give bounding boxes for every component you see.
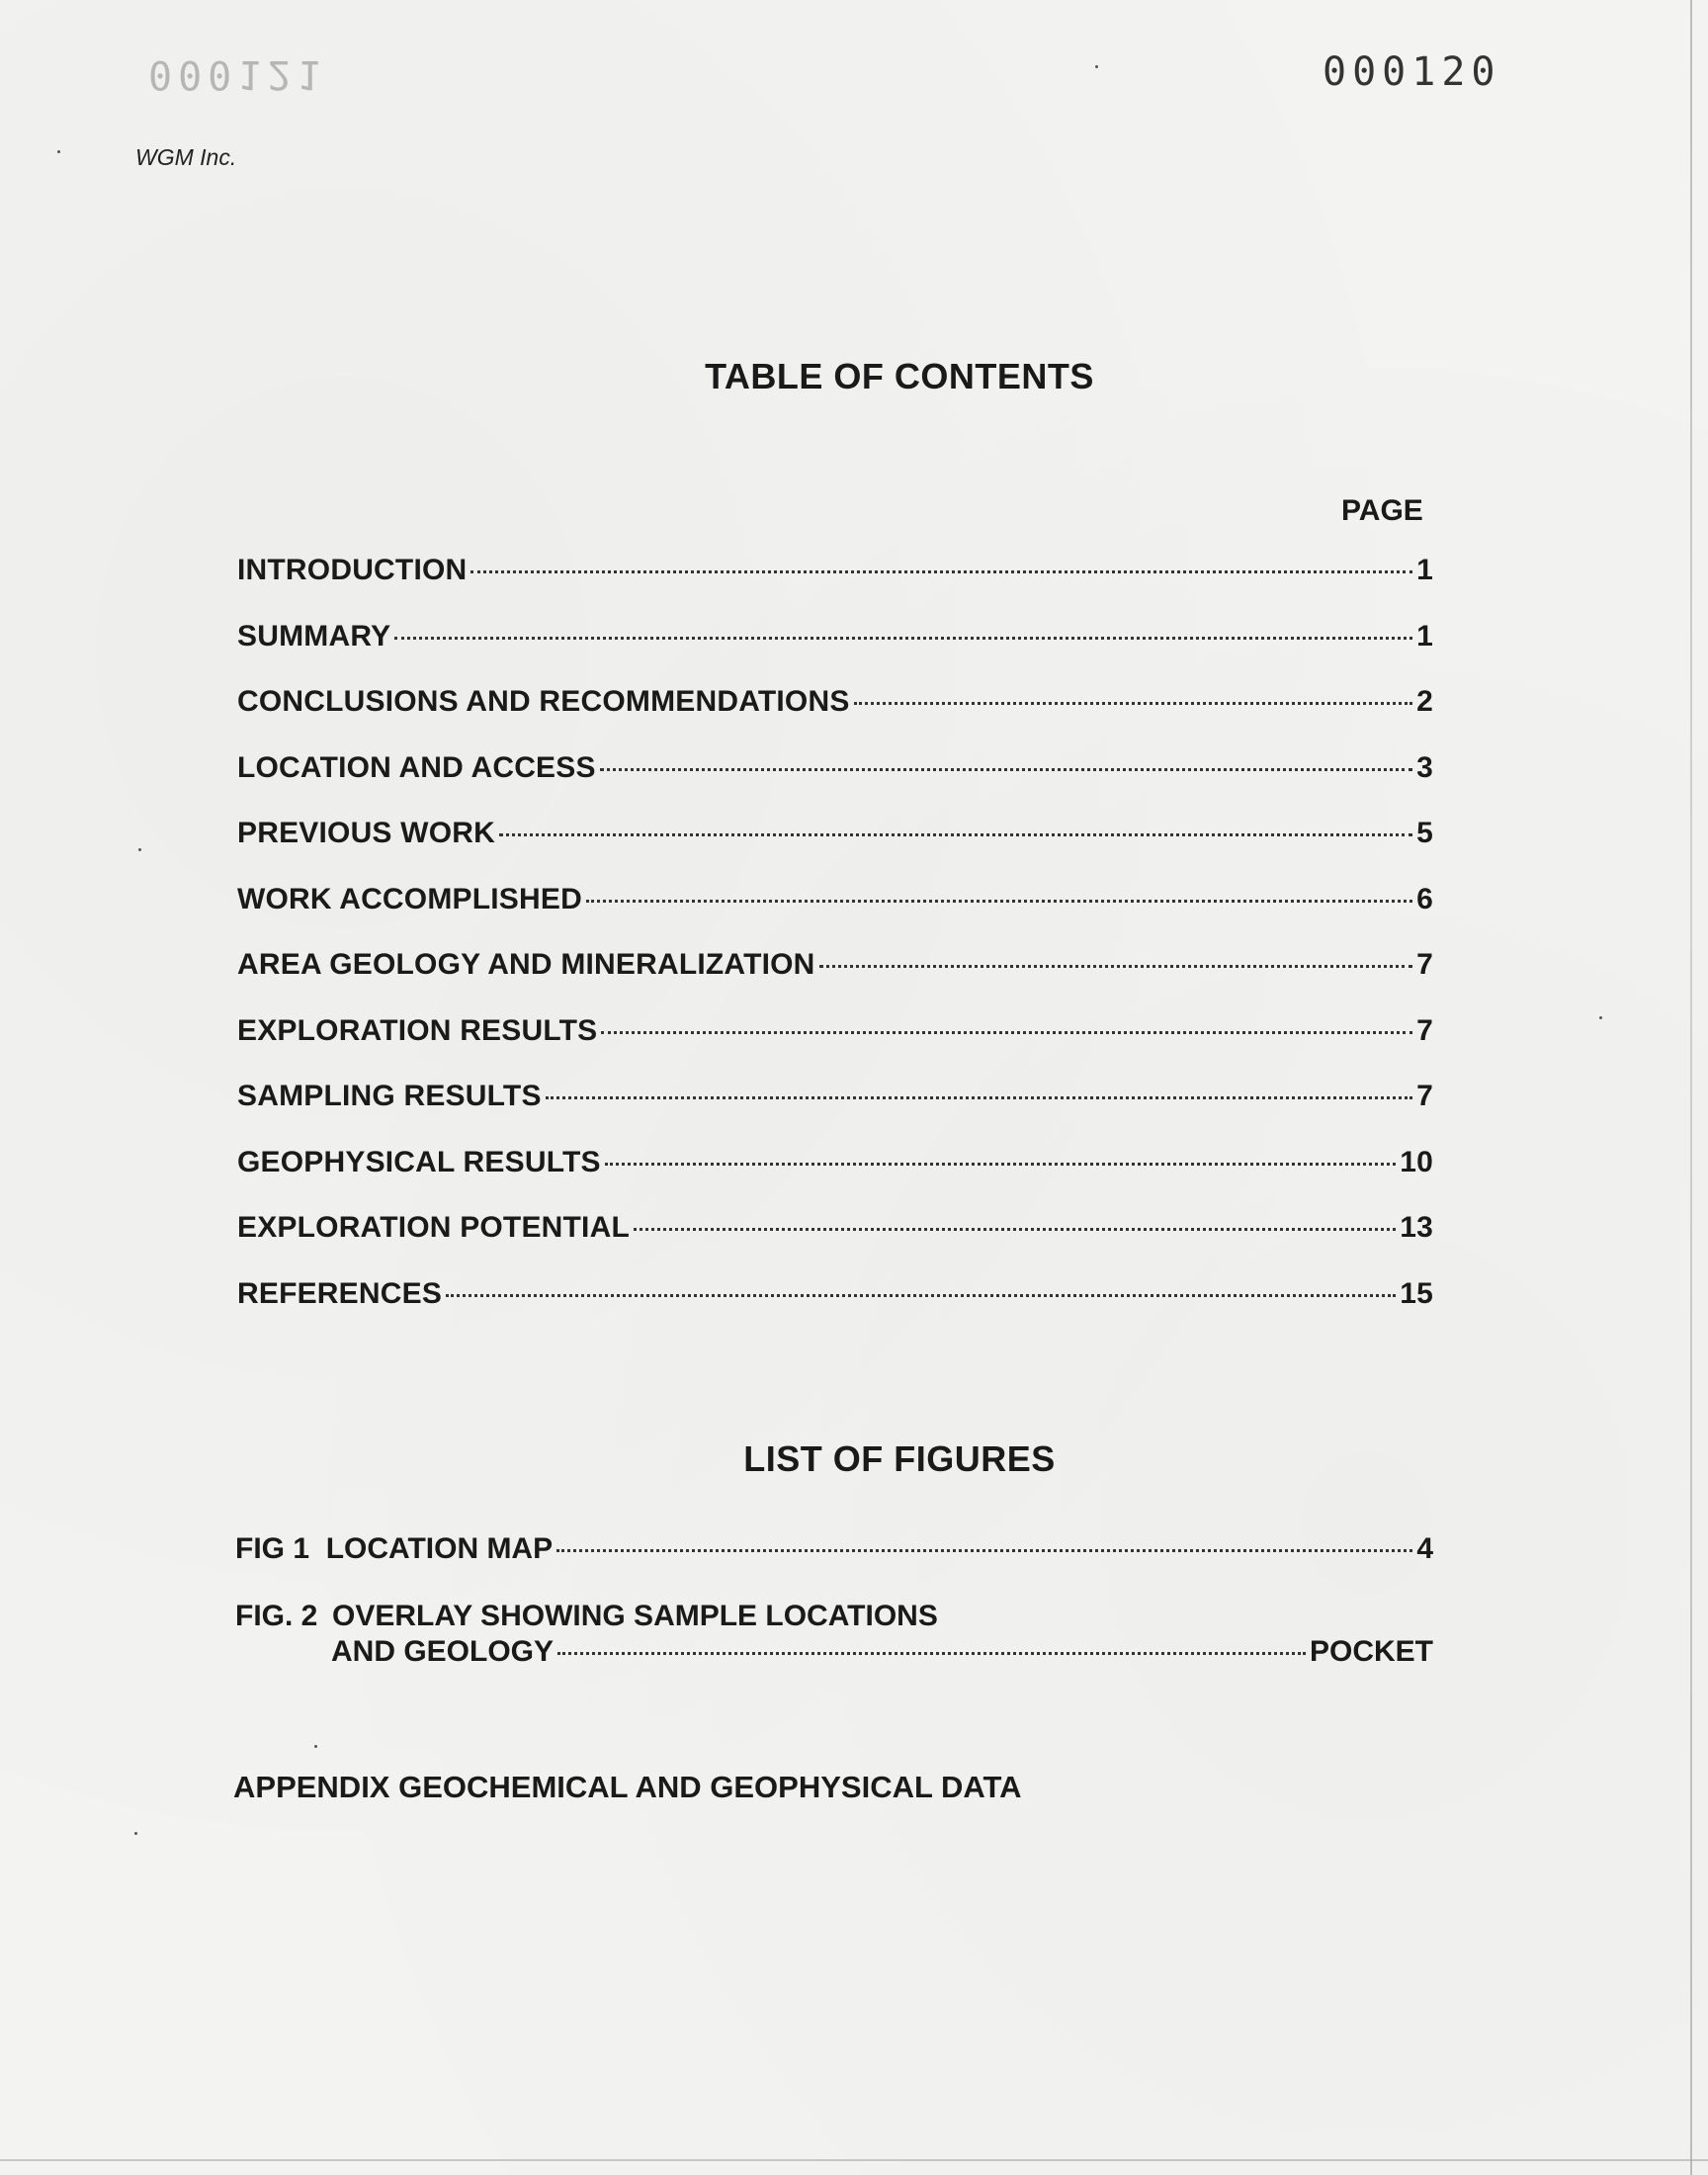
toc-entry — [237, 1211, 1433, 1277]
toc-entry-page: 5 — [1416, 817, 1433, 849]
dot-leader — [556, 1549, 1412, 1552]
list-of-figures-title: LIST OF FIGURES — [743, 1438, 1056, 1479]
dot-leader — [546, 1096, 1412, 1099]
figure-label-line2: AND GEOLOGY — [331, 1635, 555, 1668]
figure-entry — [235, 1532, 1433, 1600]
toc-entry-page: 7 — [1416, 1013, 1433, 1047]
figure-entry — [235, 1600, 1433, 1669]
toc-entry — [237, 1014, 1433, 1081]
toc-entry-page: 1 — [1416, 619, 1433, 652]
toc-entry-label: SUMMARY — [237, 619, 391, 652]
figure-page: POCKET — [1309, 1635, 1433, 1668]
toc-entry — [237, 554, 1433, 620]
toc-entry-page: 10 — [1400, 1145, 1433, 1178]
toc-entry-label: REFERENCES — [237, 1276, 443, 1310]
dot-leader — [601, 1031, 1412, 1034]
toc-entry-page: 7 — [1416, 948, 1433, 981]
toc-entry — [237, 751, 1433, 818]
toc-entry — [237, 685, 1433, 751]
toc-entry-page: 7 — [1416, 1080, 1433, 1112]
company-name: WGM Inc. — [135, 144, 237, 170]
toc-entry — [237, 620, 1433, 686]
scan-speck — [1095, 65, 1098, 68]
page-edge-right — [1690, 0, 1692, 2175]
stamp-number: 000120 — [1323, 49, 1501, 95]
figure-number: FIG. 2 — [235, 1600, 318, 1632]
dot-leader — [600, 768, 1412, 771]
dot-leader — [819, 965, 1413, 968]
toc-title: TABLE OF CONTENTS — [705, 356, 1094, 396]
toc-entry-label: SAMPLING RESULTS — [237, 1080, 542, 1112]
page-edge-bottom — [0, 2159, 1708, 2161]
scan-speck — [134, 1832, 137, 1835]
scan-speck — [138, 848, 141, 851]
dot-leader — [586, 900, 1412, 903]
page-column-label: PAGE — [1341, 494, 1423, 527]
figure-label-line1: OVERLAY SHOWING SAMPLE LOCATIONS — [332, 1600, 938, 1632]
toc-entry — [237, 1080, 1433, 1146]
toc-entry-label: WORK ACCOMPLISHED — [237, 882, 582, 915]
toc-entry-page: 3 — [1416, 750, 1433, 784]
toc-entry-label: INTRODUCTION — [237, 554, 468, 586]
dot-leader — [605, 1163, 1396, 1166]
figure-number: FIG 1 — [235, 1532, 310, 1565]
toc-entry-page: 1 — [1416, 554, 1433, 586]
dot-leader — [557, 1652, 1306, 1655]
dot-leader — [394, 637, 1412, 640]
toc-entry — [237, 1146, 1433, 1212]
toc-entry-label: GEOPHYSICAL RESULTS — [237, 1145, 601, 1178]
dot-leader — [634, 1228, 1396, 1231]
toc-entry-label: EXPLORATION RESULTS — [237, 1013, 598, 1047]
toc-list — [237, 554, 1433, 1343]
toc-entry-label: AREA GEOLOGY AND MINERALIZATION — [237, 948, 815, 981]
toc-entry-label: CONCLUSIONS AND RECOMMENDATIONS — [237, 685, 850, 718]
scan-speck — [1599, 1016, 1602, 1019]
dot-leader — [499, 833, 1412, 836]
scan-speck — [57, 150, 60, 153]
toc-entry-page: 6 — [1416, 882, 1433, 915]
dot-leader — [446, 1294, 1396, 1297]
toc-entry-page: 2 — [1416, 685, 1433, 718]
toc-entry-page: 13 — [1400, 1211, 1433, 1244]
toc-entry — [237, 817, 1433, 883]
figure-label: LOCATION MAP — [325, 1532, 554, 1565]
figures-list — [235, 1532, 1433, 1669]
toc-entry — [237, 1277, 1433, 1344]
dot-leader — [854, 702, 1413, 705]
appendix-line: APPENDIX GEOCHEMICAL AND GEOPHYSICAL DATA — [233, 1770, 1022, 1804]
toc-entry-label: PREVIOUS WORK — [237, 817, 495, 849]
toc-entry — [237, 948, 1433, 1014]
dot-leader — [470, 570, 1412, 573]
toc-entry-label: LOCATION AND ACCESS — [237, 750, 596, 784]
toc-entry — [237, 883, 1433, 949]
scan-speck — [314, 1745, 317, 1748]
bleed-through-stamp-number: 000121 — [148, 51, 327, 97]
figure-page: 4 — [1416, 1532, 1433, 1565]
toc-entry-page: 15 — [1400, 1276, 1433, 1310]
toc-entry-label: EXPLORATION POTENTIAL — [237, 1211, 630, 1244]
